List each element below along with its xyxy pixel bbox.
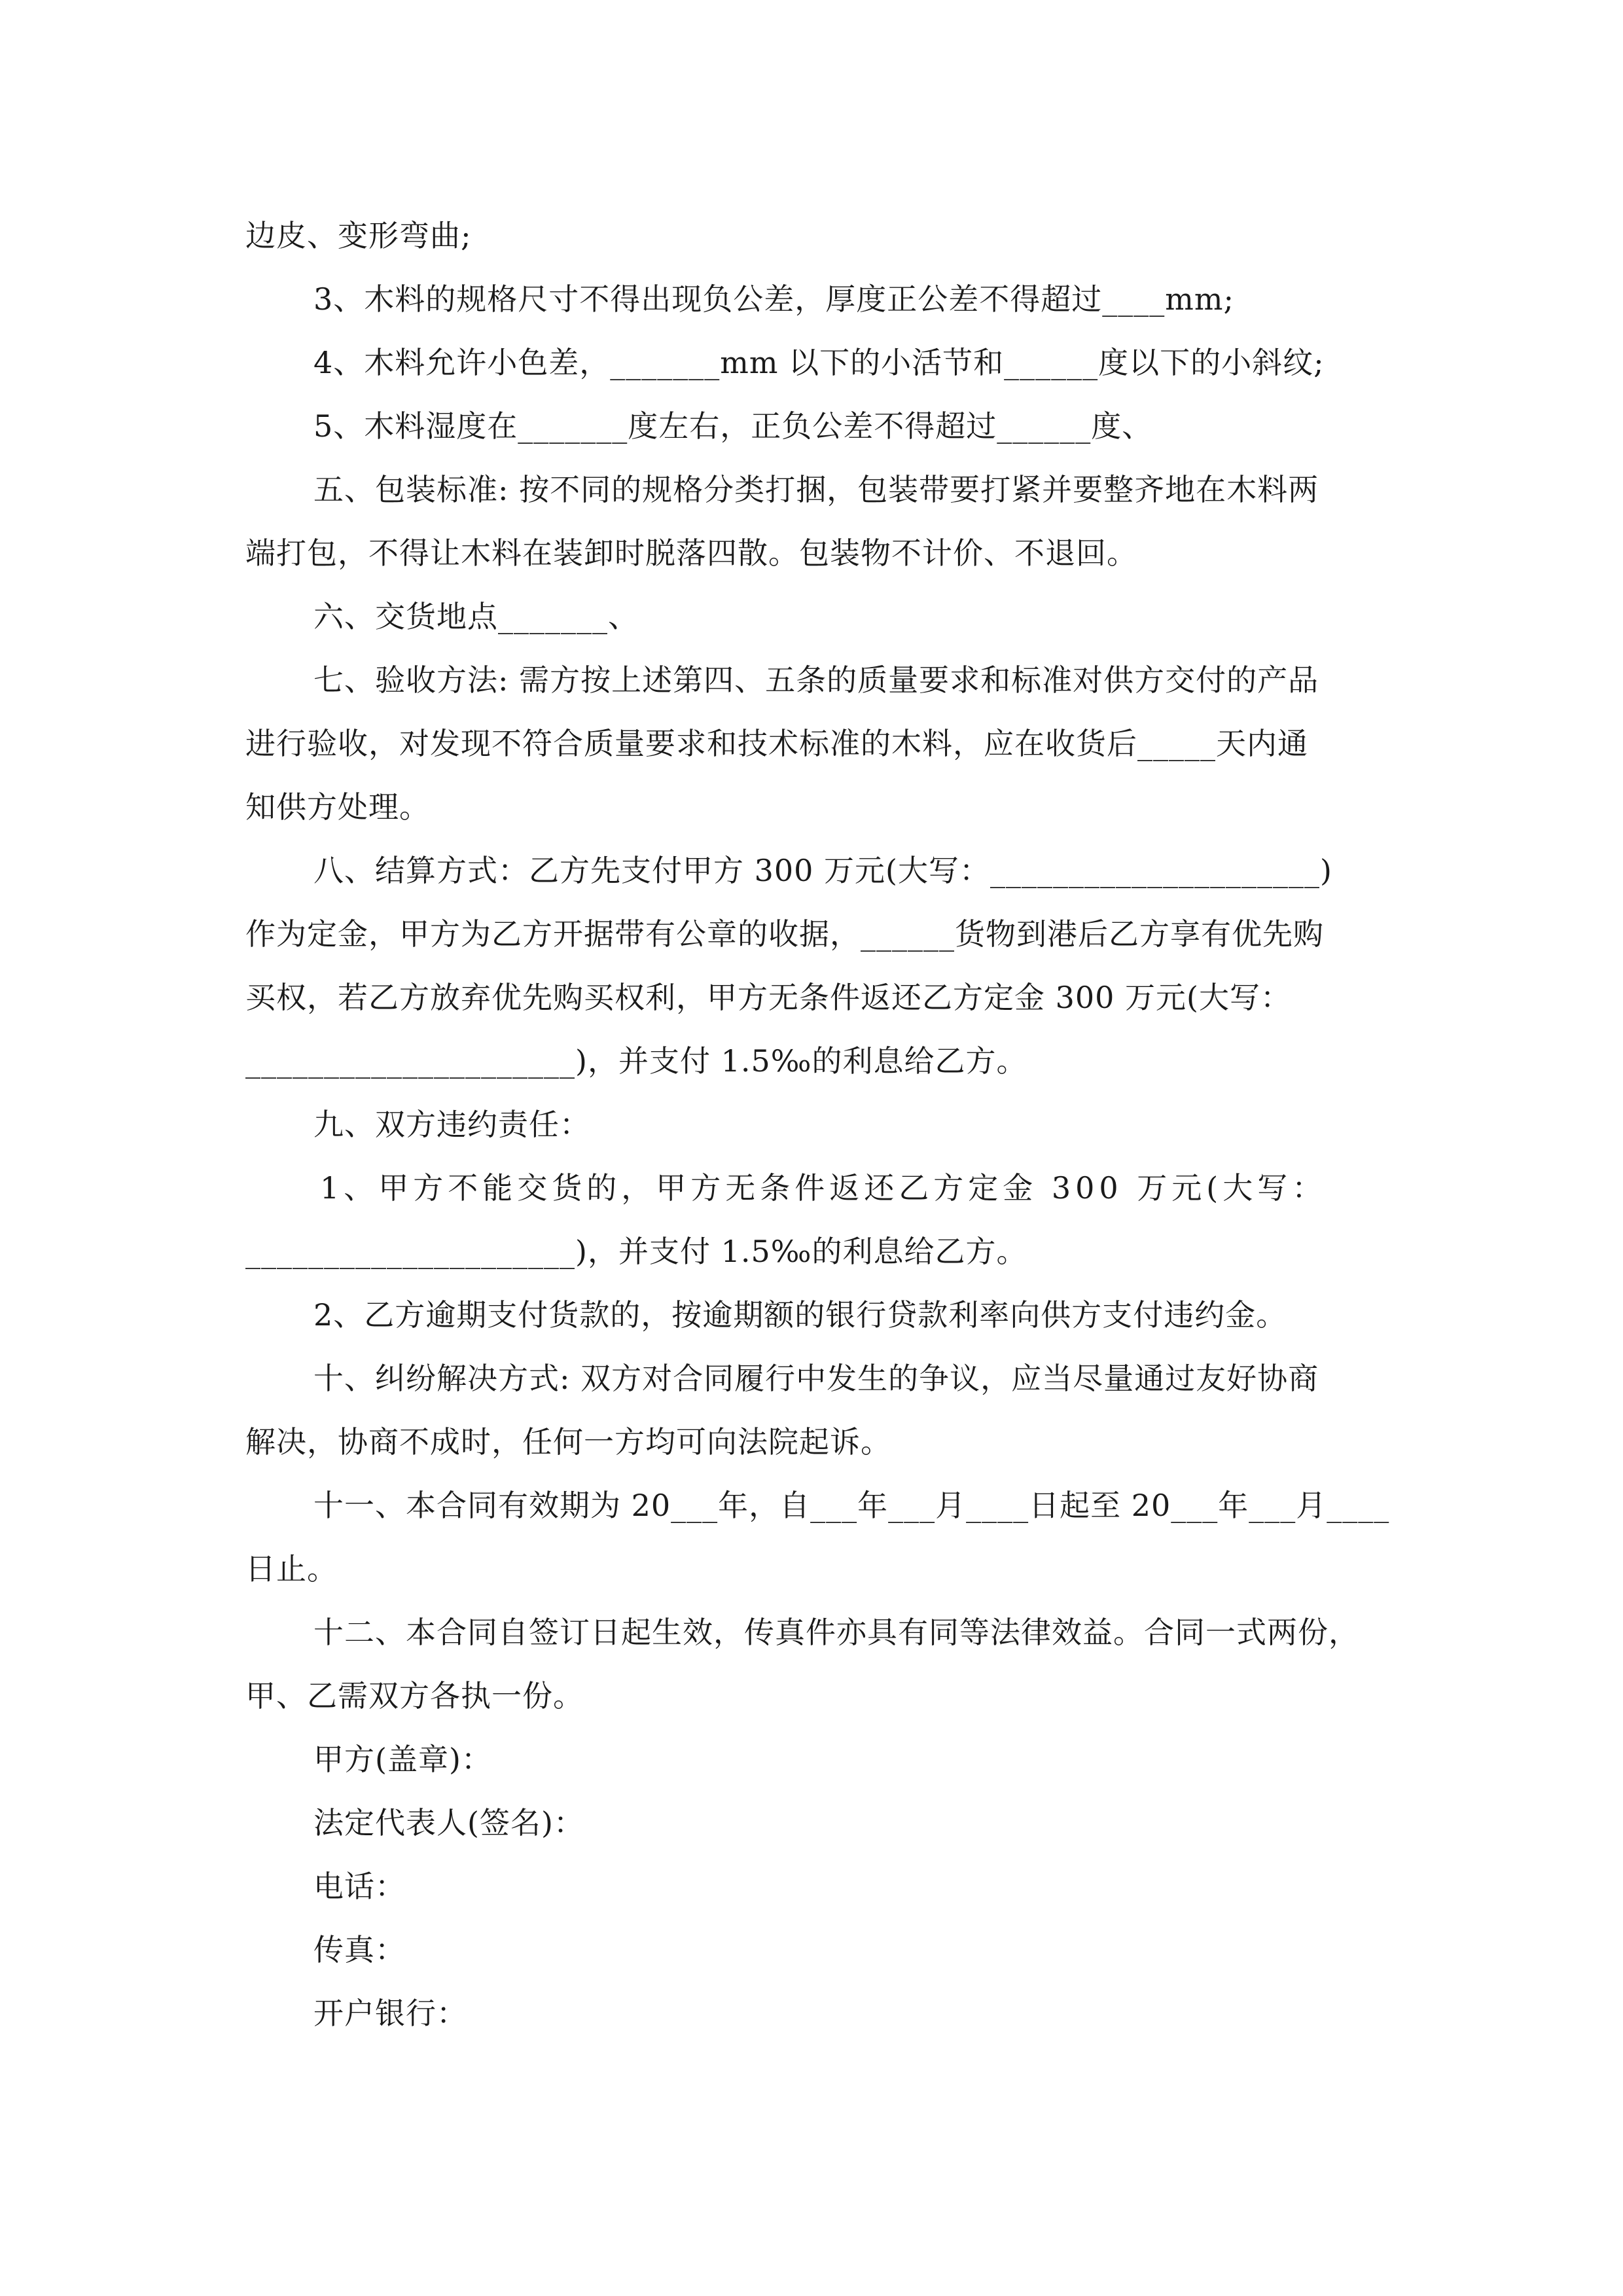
paragraph-line: 解决，协商不成时，任何一方均可向法院起诉。 [245,1424,891,1460]
paragraph-line: 端打包，不得让木料在装卸时脱落四散。包装物不计价、不退回。 [245,535,1137,571]
paragraph-line: _____________________)，并支付 1.5‰的利息给乙方。 [245,1043,1027,1079]
paragraph-line: 5、木料湿度在_______度左右，正负公差不得超过______度、 [313,408,1153,444]
paragraph-line: 甲、乙需双方各执一份。 [245,1678,584,1713]
paragraph-line: 买权，若乙方放弃优先购买权利，甲方无条件返还乙方定金 300 万元(大写： [245,980,1291,1015]
paragraph-line: 1、甲方不能交货的，甲方无条件返还乙方定金 300 万元(大写： [320,1170,1327,1206]
section-heading-settlement: 八、结算方式：乙方先支付甲方 300 万元(大写：_____________________) [313,853,1332,888]
section-heading-validity: 十一、本合同有效期为 20___年，自___年___月____日起至 20___年___月____ [313,1488,1390,1523]
fax-label: 传真： [313,1932,406,1967]
section-heading-inspection: 七、验收方法: 需方按上述第四、五条的质量要求和标准对供方交付的产品 [313,662,1319,698]
paragraph-line: 4、木料允许小色差，_______mm 以下的小活节和______度以下的小斜纹; [313,345,1325,380]
paragraph-line: 3、木料的规格尺寸不得出现负公差，厚度正公差不得超过____mm; [313,281,1235,317]
paragraph-line: 作为定金，甲方为乙方开据带有公章的收据，______货物到港后乙方享有优先购 [245,916,1324,952]
paragraph-line: 2、乙方逾期支付货款的，按逾期额的银行贷款利率向供方支付违约金。 [313,1297,1287,1333]
section-heading-packaging: 五、包装标准: 按不同的规格分类打捆，包装带要打紧并要整齐地在木料两 [313,472,1319,507]
section-heading-liability: 九、双方违约责任： [313,1107,590,1142]
section-heading-effective: 十二、本合同自签订日起生效，传真件亦具有同等法律效益。合同一式两份， [313,1615,1359,1650]
contract-body [245,204,1390,2045]
paragraph-line: 进行验收，对发现不符合质量要求和技术标准的木料，应在收货后_____天内通 [245,726,1308,761]
bank-label: 开户银行： [313,1996,467,2031]
phone-label: 电话： [313,1869,406,1904]
legal-representative-label: 法定代表人(签名)： [313,1805,584,1840]
party-a-seal-label: 甲方(盖章)： [313,1742,492,1777]
section-heading-dispute: 十、纠纷解决方式: 双方对合同履行中发生的争议，应当尽量通过友好协商 [313,1361,1319,1396]
paragraph-line: 日止。 [245,1551,338,1587]
paragraph-line: 边皮、变形弯曲; [245,218,472,253]
section-heading-delivery: 六、交货地点_______、 [313,599,639,634]
paragraph-line: 知供方处理。 [245,789,430,825]
paragraph-line: _____________________)，并支付 1.5‰的利息给乙方。 [245,1234,1027,1269]
